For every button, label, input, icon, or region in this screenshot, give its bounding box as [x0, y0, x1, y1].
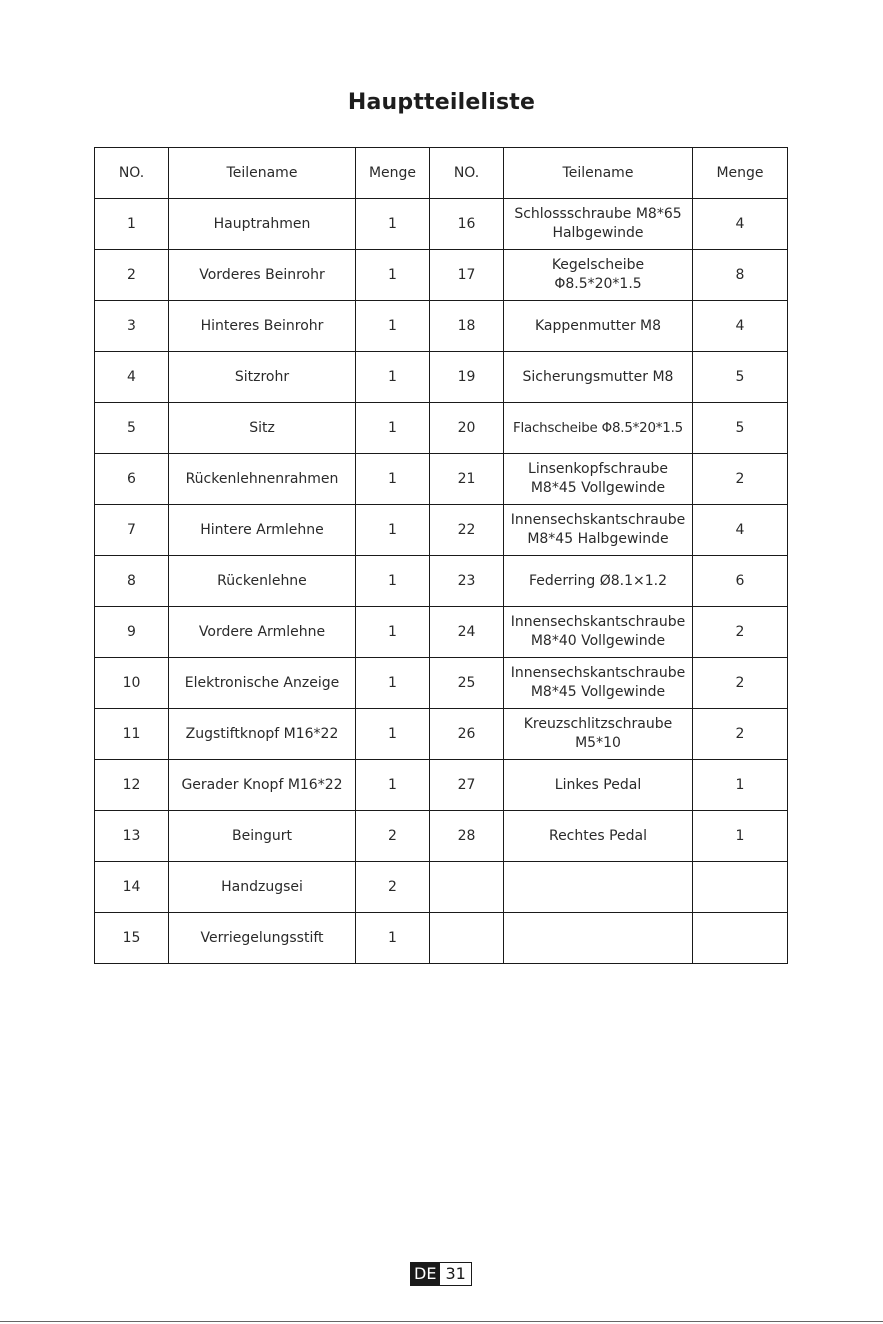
part-number-right: 25: [430, 658, 504, 709]
table-row: [95, 250, 788, 301]
part-quantity-left: 1: [356, 760, 430, 811]
part-number-left: 6: [95, 454, 169, 505]
part-name-left: Hintere Armlehne: [169, 505, 356, 556]
part-name-right-line: Kreuzschlitzschraube: [523, 716, 673, 732]
part-quantity-right: 2: [693, 658, 788, 709]
part-quantity-right: 2: [693, 607, 788, 658]
part-name-right: [504, 607, 693, 658]
table-row: [95, 505, 788, 556]
header-qty-right: Menge: [693, 148, 788, 199]
part-number-left: 5: [95, 403, 169, 454]
header-no-left: NO.: [95, 148, 169, 199]
header-qty-left: Menge: [356, 148, 430, 199]
part-name-left: Zugstiftknopf M16*22: [169, 709, 356, 760]
part-name-right-line: Linsenkopfschraube: [528, 461, 668, 477]
table-row: [95, 403, 788, 454]
bottom-divider: [0, 1321, 883, 1322]
part-name-left: Rückenlehne: [169, 556, 356, 607]
part-quantity-right: 6: [693, 556, 788, 607]
part-name-left: Sitz: [169, 403, 356, 454]
part-number-left: 4: [95, 352, 169, 403]
part-name-left: Vordere Armlehne: [169, 607, 356, 658]
part-name-right-line: Innensechskantschraube: [510, 512, 686, 528]
part-name-right: [504, 760, 693, 811]
part-name-right-line: M8*40 Vollgewinde: [530, 633, 666, 649]
part-number-left: 2: [95, 250, 169, 301]
part-number-left: 8: [95, 556, 169, 607]
part-number-right: [430, 913, 504, 964]
part-name-right: [504, 301, 693, 352]
table-row: [95, 709, 788, 760]
part-name-right-line: Kappenmutter M8: [534, 317, 662, 334]
part-quantity-left: 1: [356, 505, 430, 556]
part-name-right: [504, 352, 693, 403]
part-name-right-line: M8*45 Vollgewinde: [530, 480, 666, 496]
part-quantity-left: 1: [356, 199, 430, 250]
part-name-right-line: Sicherungsmutter M8: [522, 368, 674, 385]
part-quantity-right: 1: [693, 811, 788, 862]
part-name-right: [504, 862, 693, 913]
part-name-left: Beingurt: [169, 811, 356, 862]
part-name-right: [504, 811, 693, 862]
part-name-left: Gerader Knopf M16*22: [169, 760, 356, 811]
part-quantity-right: 4: [693, 199, 788, 250]
part-name-right-line: M8*45 Vollgewinde: [530, 684, 666, 700]
part-name-right: [504, 556, 693, 607]
part-name-right: [504, 709, 693, 760]
part-quantity-right: 5: [693, 352, 788, 403]
part-number-right: 18: [430, 301, 504, 352]
part-number-right: 24: [430, 607, 504, 658]
table-row: [95, 607, 788, 658]
page-title: Hauptteileliste: [347, 90, 536, 115]
table-row: [95, 199, 788, 250]
part-number-right: 26: [430, 709, 504, 760]
part-number-left: 3: [95, 301, 169, 352]
part-quantity-left: 1: [356, 913, 430, 964]
page-footer: [410, 1262, 472, 1286]
part-number-right: 19: [430, 352, 504, 403]
part-name-left: Verriegelungsstift: [169, 913, 356, 964]
part-name-right-line: M5*10: [575, 735, 621, 751]
table-row: [95, 301, 788, 352]
part-name-right-line: Φ8.5*20*1.5: [554, 276, 642, 292]
part-quantity-right: 5: [693, 403, 788, 454]
part-name-right: [504, 403, 693, 454]
part-name-right-line: Innensechskantschraube: [510, 665, 686, 681]
part-quantity-left: 1: [356, 250, 430, 301]
part-quantity-left: 1: [356, 556, 430, 607]
part-name-right: [504, 505, 693, 556]
part-name-right-line: Halbgewinde: [552, 225, 644, 241]
part-name-right: [504, 913, 693, 964]
table-row: [95, 658, 788, 709]
language-badge: DE: [410, 1262, 440, 1286]
part-name-left: Vorderes Beinrohr: [169, 250, 356, 301]
table-row: [95, 862, 788, 913]
part-number-right: [430, 862, 504, 913]
part-number-left: 11: [95, 709, 169, 760]
part-quantity-right: 2: [693, 709, 788, 760]
part-number-right: 20: [430, 403, 504, 454]
part-quantity-left: 1: [356, 403, 430, 454]
part-quantity-right: 1: [693, 760, 788, 811]
page-number: 31: [440, 1262, 471, 1286]
part-name-right: [504, 199, 693, 250]
table-row: [95, 811, 788, 862]
part-number-left: 1: [95, 199, 169, 250]
parts-table: [94, 147, 788, 964]
part-number-right: 23: [430, 556, 504, 607]
part-name-right-line: Innensechskantschraube: [510, 614, 686, 630]
header-no-right: NO.: [430, 148, 504, 199]
part-name-left: Sitzrohr: [169, 352, 356, 403]
part-number-left: 10: [95, 658, 169, 709]
part-number-right: 21: [430, 454, 504, 505]
part-quantity-left: 1: [356, 454, 430, 505]
part-number-right: 17: [430, 250, 504, 301]
part-name-right-line: Schlossschraube M8*65: [514, 206, 682, 222]
table-row: [95, 454, 788, 505]
part-name-left: Hinteres Beinrohr: [169, 301, 356, 352]
part-number-left: 7: [95, 505, 169, 556]
part-quantity-left: 1: [356, 709, 430, 760]
header-name-left: Teilename: [169, 148, 356, 199]
part-number-left: 9: [95, 607, 169, 658]
part-quantity-right: [693, 862, 788, 913]
part-quantity-right: 4: [693, 505, 788, 556]
part-number-right: 28: [430, 811, 504, 862]
part-number-right: 22: [430, 505, 504, 556]
header-name-right: Teilename: [504, 148, 693, 199]
part-quantity-left: 1: [356, 607, 430, 658]
part-name-right: [504, 250, 693, 301]
part-quantity-left: 1: [356, 301, 430, 352]
table-header-row: [95, 148, 788, 199]
part-quantity-right: 8: [693, 250, 788, 301]
part-quantity-left: 1: [356, 352, 430, 403]
part-quantity-right: [693, 913, 788, 964]
table-row: [95, 760, 788, 811]
table-row: [95, 352, 788, 403]
part-number-left: 12: [95, 760, 169, 811]
part-name-right-line: Kegelscheibe: [551, 257, 645, 273]
part-number-left: 14: [95, 862, 169, 913]
part-name-right-line: M8*45 Halbgewinde: [527, 531, 669, 547]
part-quantity-left: 1: [356, 658, 430, 709]
part-name-right: [504, 454, 693, 505]
part-name-right-line: Flachscheibe Φ8.5*20*1.5: [512, 420, 684, 436]
part-number-right: 16: [430, 199, 504, 250]
part-name-left: Handzugsei: [169, 862, 356, 913]
part-quantity-right: 2: [693, 454, 788, 505]
part-name-left: Elektronische Anzeige: [169, 658, 356, 709]
part-name-right-line: Federring Ø8.1×1.2: [528, 572, 668, 589]
part-quantity-right: 4: [693, 301, 788, 352]
part-name-right-line: Linkes Pedal: [554, 776, 642, 793]
part-name-right: [504, 658, 693, 709]
part-name-left: Hauptrahmen: [169, 199, 356, 250]
part-name-right-line: Rechtes Pedal: [548, 827, 648, 844]
part-quantity-left: 2: [356, 862, 430, 913]
part-number-left: 15: [95, 913, 169, 964]
table-row: [95, 556, 788, 607]
part-quantity-left: 2: [356, 811, 430, 862]
part-number-right: 27: [430, 760, 504, 811]
part-name-left: Rückenlehnenrahmen: [169, 454, 356, 505]
table-row: [95, 913, 788, 964]
part-number-left: 13: [95, 811, 169, 862]
